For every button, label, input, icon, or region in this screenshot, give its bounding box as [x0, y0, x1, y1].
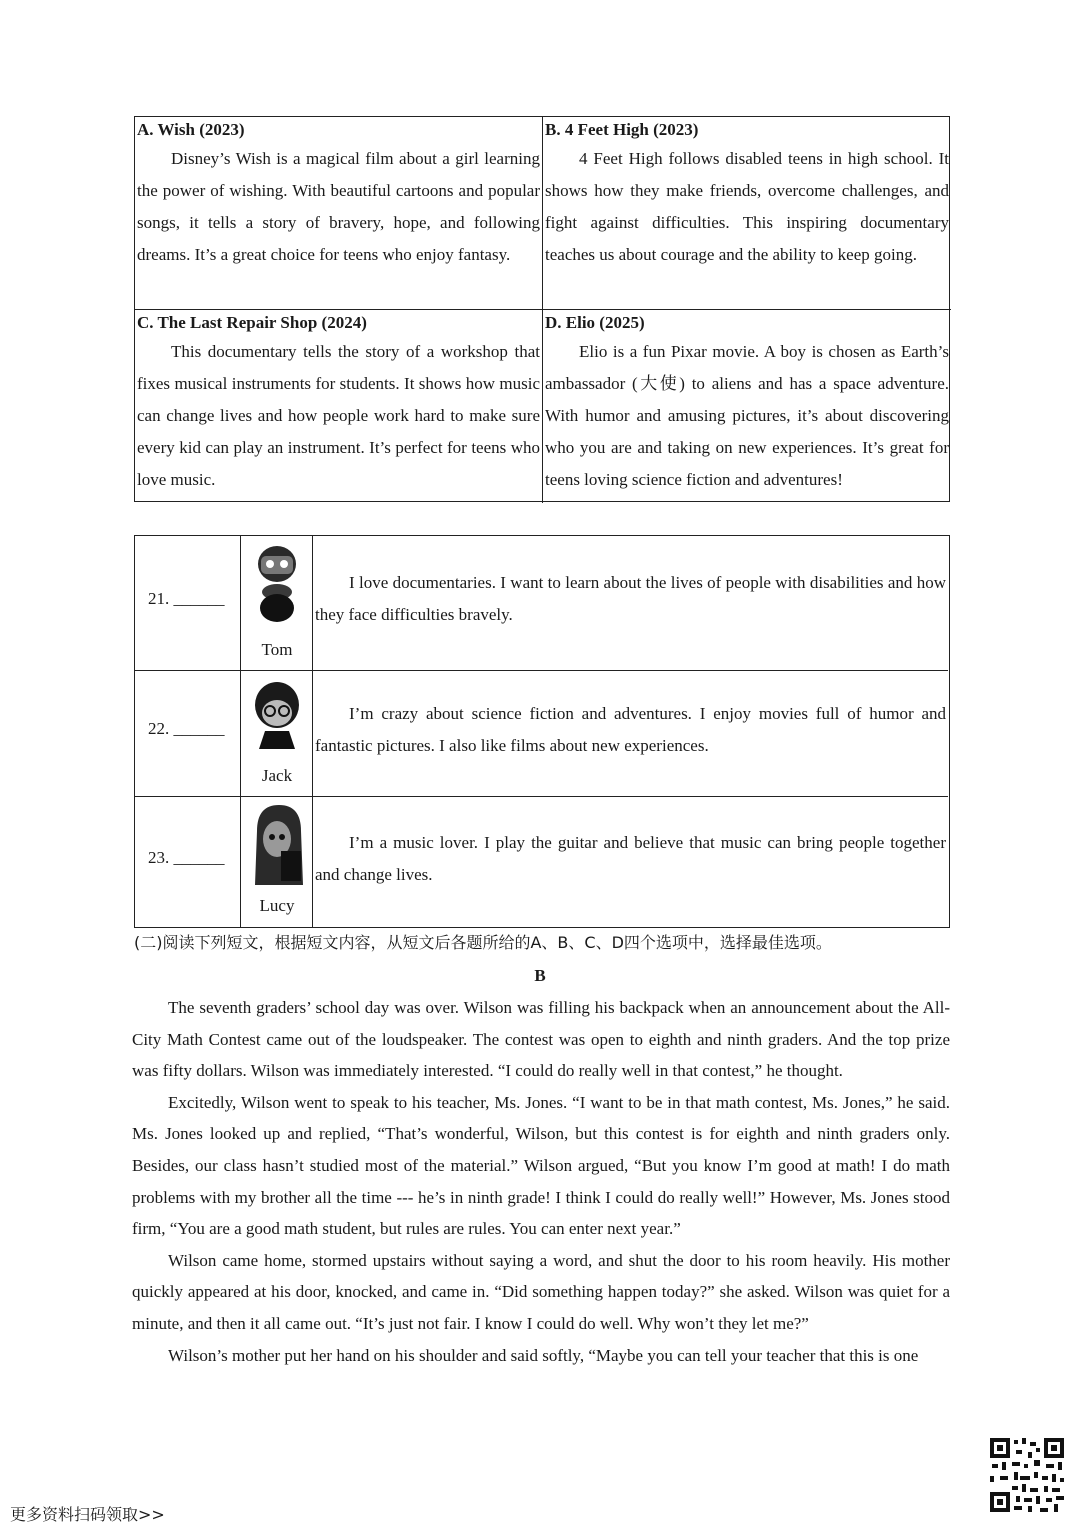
reading-passage — [132, 992, 950, 1371]
movie-description: 4 Feet High follows disabled teens in high school. It shows how they make friends, overcome challenges, and fight against difficulties. This inspiring documentary teaches us about courage and the ability to keep going. — [545, 149, 949, 264]
question-row — [135, 536, 948, 671]
movie-cell-b — [543, 117, 951, 310]
question-number[interactable]: 21. ______ — [148, 589, 225, 608]
avatar-cell — [241, 671, 313, 796]
question-number-cell — [135, 671, 241, 796]
boy-glasses-avatar-icon — [251, 677, 303, 749]
statement-cell — [313, 671, 948, 796]
question-number[interactable]: 22. ______ — [148, 719, 225, 738]
movie-cell-a — [135, 117, 543, 310]
movie-description: Elio is a fun Pixar movie. A boy is chosen as Earth’s ambassador (大使) to aliens and has a space adventure. With humor and amusing pictures, it’s about discovering who you are and taking on new experiences. It’s great for teens loving science fiction and adventures! — [545, 342, 949, 489]
boy-avatar-icon — [251, 542, 303, 626]
person-name: Jack — [261, 766, 293, 785]
movie-title: B. 4 Feet High (2023) — [545, 120, 699, 139]
statement-cell — [313, 797, 948, 927]
avatar-cell — [241, 536, 313, 670]
movie-title: A. Wish (2023) — [137, 120, 245, 139]
qr-code-icon[interactable] — [988, 1436, 1066, 1514]
movie-title: C. The Last Repair Shop (2024) — [137, 313, 367, 332]
person-name: Tom — [261, 640, 293, 659]
person-statement: I love documentaries. I want to learn about the lives of people with disabilities and how they face difficulties bravely. — [315, 573, 946, 624]
passage-paragraph: The seventh graders’ school day was over. Wilson was filling his backpack when an announcement about the All-City Math Contest came out of the loudspeaker. The contest was open to eighth and ninth graders. And the top prize was fifty dollars. Wilson was immediately interested. “I could do really well in that contest,” he thought. — [132, 998, 950, 1081]
question-row — [135, 671, 948, 797]
footer-link[interactable]: 更多资料扫码领取>> — [10, 1505, 165, 1524]
person-statement: I’m a music lover. I play the guitar and believe that music can bring people together and change lives. — [315, 833, 946, 884]
question-row — [135, 797, 948, 927]
person-name: Lucy — [259, 896, 295, 915]
question-number-cell — [135, 797, 241, 927]
section-instruction: (二)阅读下列短文，根据短文内容，从短文后各题所给的A、B、C、D四个选项中，选择最佳选项。 — [134, 933, 832, 952]
movie-description: Disney’s Wish is a magical film about a girl learning the power of wishing. With beautiful cartoons and popular songs, it tells a story of bravery, hope, and following dreams. It’s a great choice for teens who enjoy fantasy. — [137, 149, 540, 264]
movie-description: This documentary tells the story of a workshop that fixes musical instruments for students. It shows how music can change lives and how people work hard to make sure every kid can play an instrument. It’s perfect for teens who love music. — [137, 342, 540, 489]
movie-cell-d — [543, 310, 951, 503]
person-statement: I’m crazy about science fiction and adventures. I enjoy movies full of humor and fantastic pictures. I also like films about new experiences. — [315, 704, 946, 755]
girl-avatar-icon — [251, 801, 307, 885]
avatar-cell — [241, 797, 313, 927]
movie-options-table — [134, 116, 950, 502]
question-number-cell — [135, 536, 241, 670]
movie-cell-c — [135, 310, 543, 503]
passage-paragraph: Excitedly, Wilson went to speak to his teacher, Ms. Jones. “I want to be in that math contest, Ms. Jones,” he said. Ms. Jones looked up and replied, “That’s wonderful, Wilson, but this contest is for eighth and ninth graders only. Besides, our class hasn’t studied most of the material.” Wilson argued, “But you know I’m good at math! I do math problems with my brother all the time --- he’s in ninth grade! I think I could do really well!” However, Ms. Jones stood firm, “You are a good math student, but rules are rules. You can enter next year.” — [132, 1092, 950, 1239]
passage-title: B — [534, 966, 546, 985]
passage-paragraph: Wilson came home, stormed upstairs without saying a word, and shut the door to his room heavily. His mother quickly appeared at his door, knocked, and came in. “Did something happen today?” she asked. Wilson was quiet for a minute, and then it all came out. “It’s just not fair. I know I could do well. Why won’t they let me?” — [132, 1250, 950, 1333]
movie-title: D. Elio (2025) — [545, 313, 645, 332]
statement-cell — [313, 536, 948, 670]
question-number[interactable]: 23. ______ — [148, 848, 225, 867]
matching-questions-table — [134, 535, 950, 928]
passage-paragraph: Wilson’s mother put her hand on his shoulder and said softly, “Maybe you can tell your teacher that this is one — [168, 1345, 919, 1365]
